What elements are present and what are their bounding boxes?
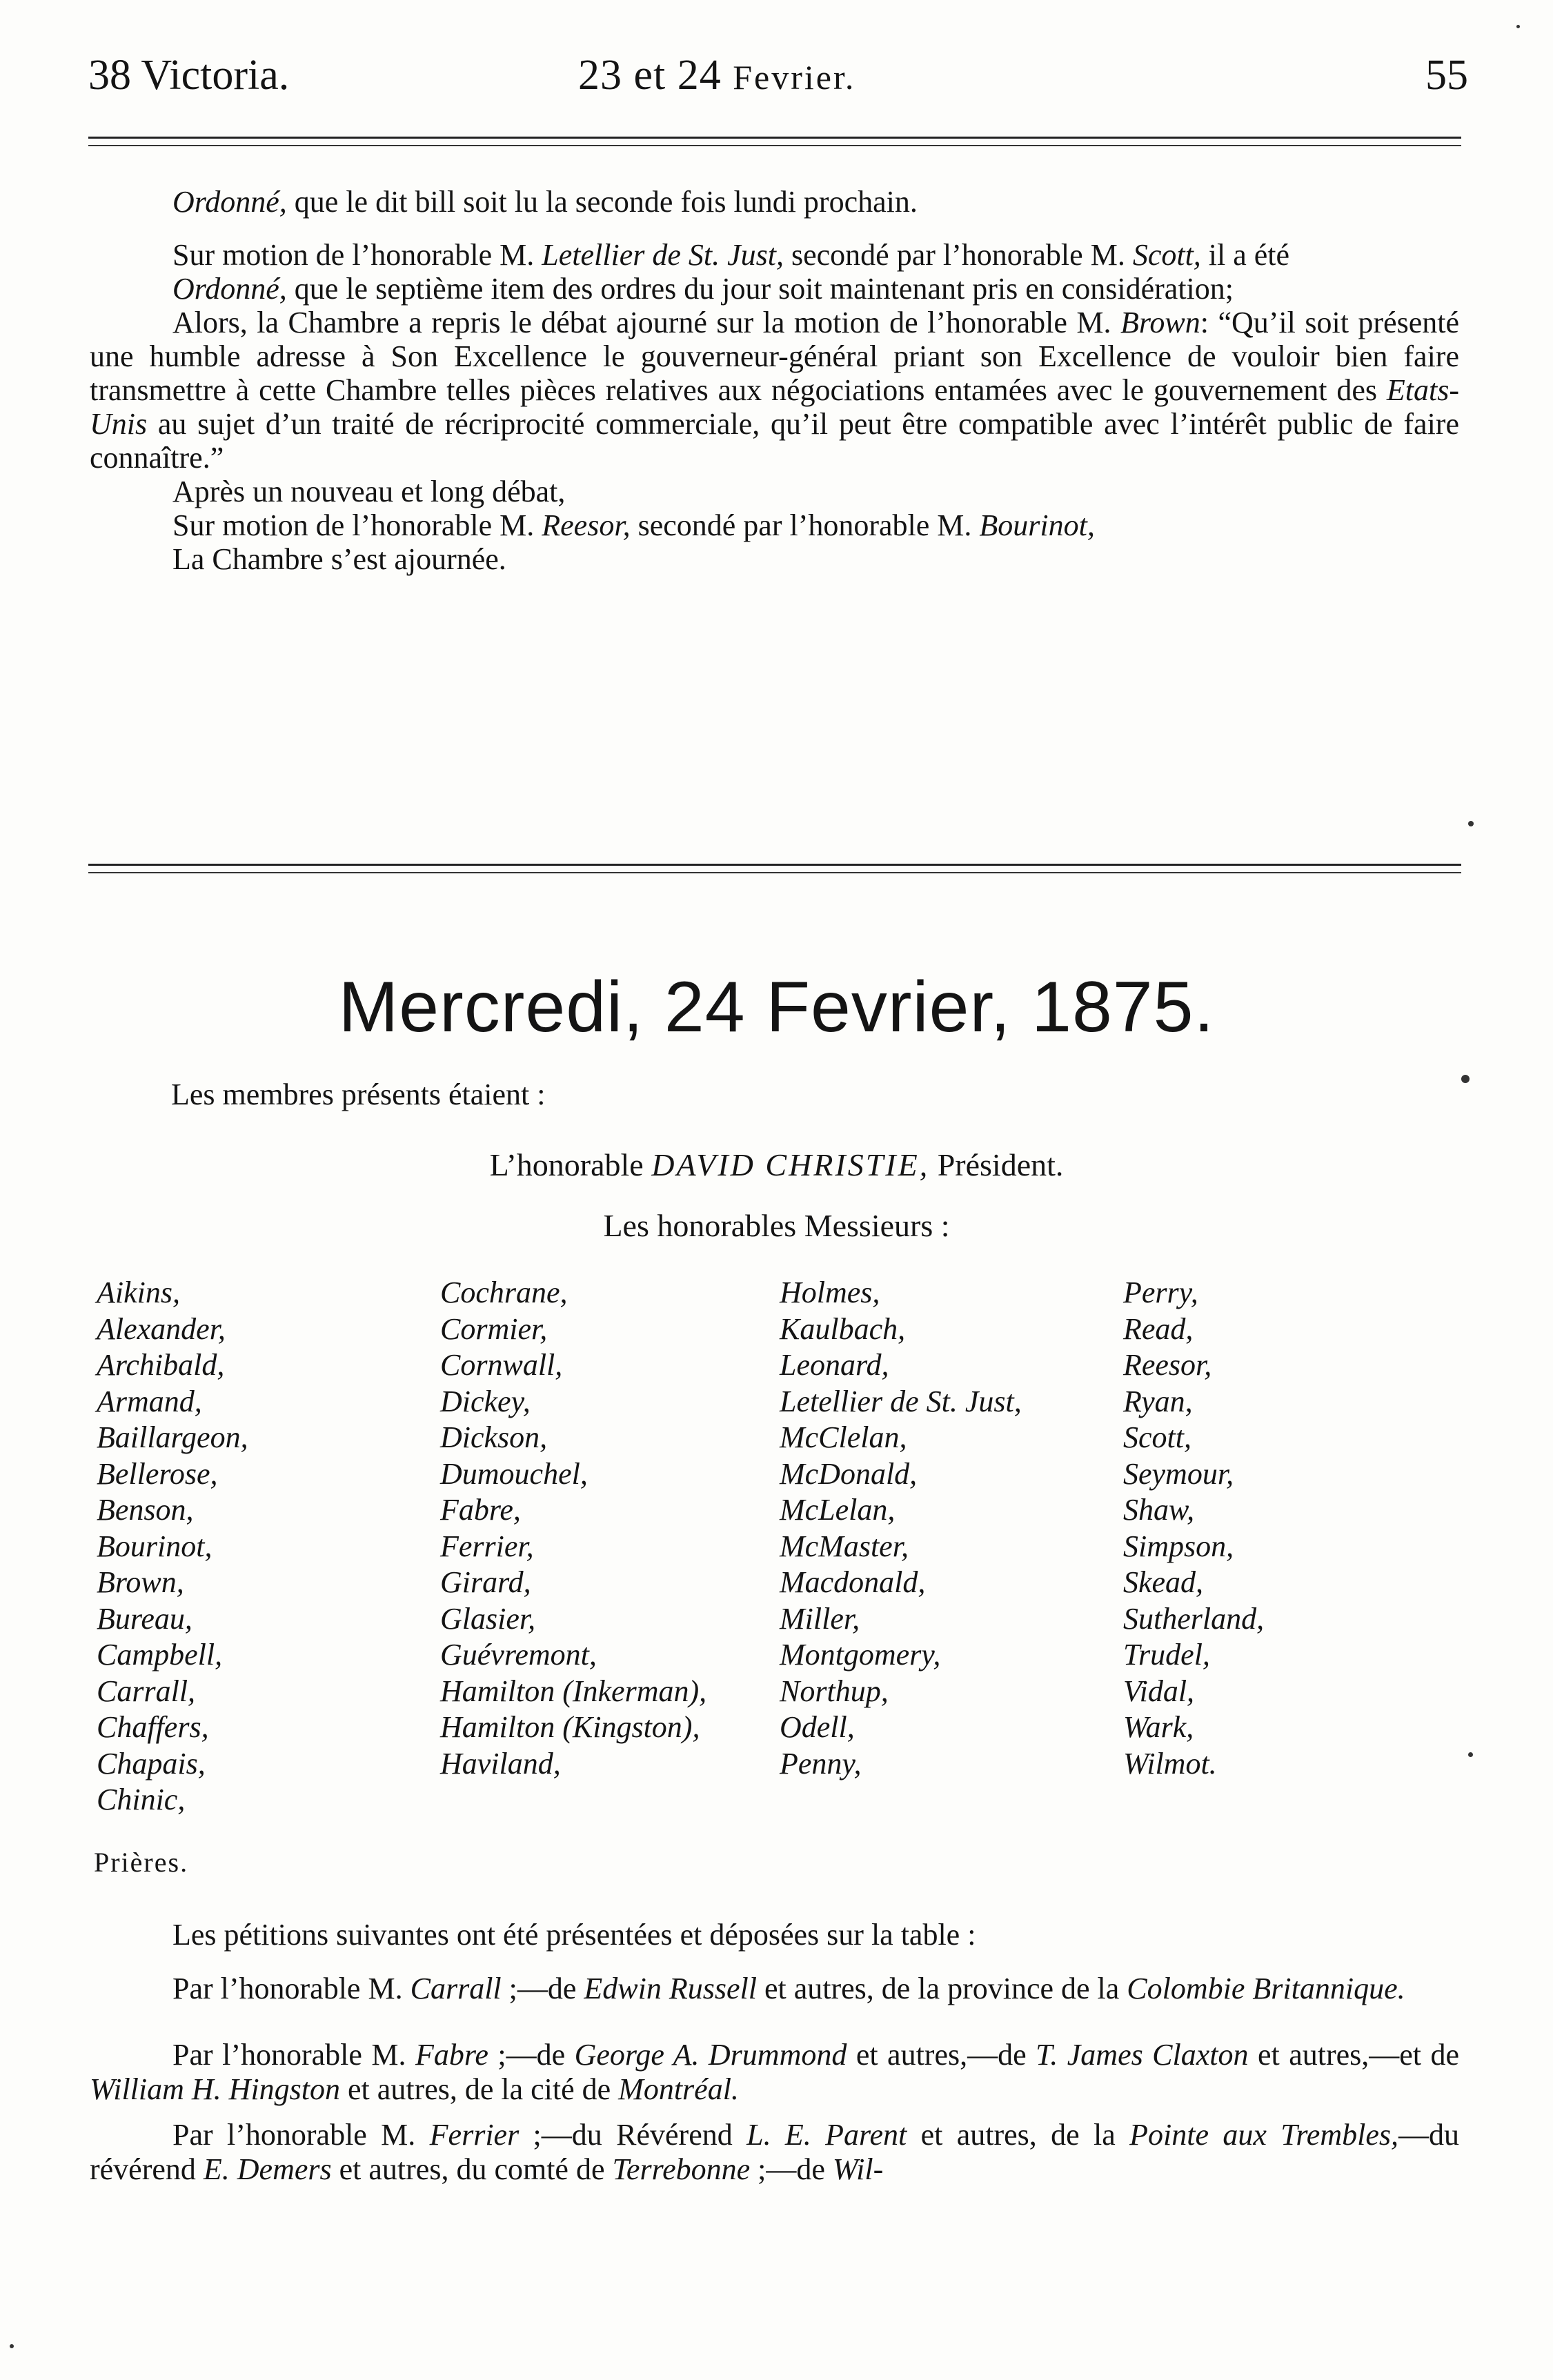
petition-text: ;—de [750, 2152, 833, 2186]
petitions-section [90, 1918, 1459, 2187]
petition-text: Par l’honorable M. [172, 1972, 410, 2005]
member-name: Bellerose, [97, 1456, 218, 1491]
header-dates-prefix: 23 et 24 [578, 52, 733, 99]
sitting-date-heading: Mercredi, 24 Fevrier, 1875. [338, 967, 1215, 1047]
member-name: McClelan, [780, 1420, 907, 1454]
member-name: Ferrier, [440, 1529, 534, 1563]
motion-text-c: il a été [1200, 238, 1290, 272]
ordonne-label: Ordonné, [172, 185, 287, 219]
members-column-2 [440, 1275, 706, 1782]
petitions-intro: Les pétitions suivantes ont été présentées et déposées sur la table : [172, 1918, 976, 1952]
member-name: Perry, [1123, 1276, 1198, 1309]
petition-text: ;—de [488, 2038, 575, 2072]
running-head [88, 44, 1468, 106]
previous-day-proceedings [90, 185, 1459, 576]
motion-text-b: secondé par l’honorable M. [783, 238, 1133, 272]
member-name: Girard, [440, 1565, 531, 1599]
member-name: Aikins, [97, 1276, 180, 1309]
petition-presenter: Ferrier [429, 2118, 520, 2152]
member-name: Armand, [97, 1384, 202, 1418]
member-name: Wilmot. [1123, 1746, 1217, 1781]
member-name: Simpson, [1123, 1529, 1234, 1563]
bourinot-name: Bourinot, [979, 508, 1095, 542]
petitioner-name: William H. Hingston [90, 2072, 341, 2106]
print-speck [1461, 1075, 1470, 1083]
print-speck [1468, 1752, 1473, 1757]
member-name: Read, [1123, 1311, 1194, 1346]
petition-place: Montréal. [618, 2072, 739, 2106]
print-speck [10, 2344, 14, 2348]
member-name: Chapais, [97, 1746, 206, 1781]
president-title: Président. [929, 1147, 1064, 1182]
member-name: Skead, [1123, 1565, 1204, 1599]
member-name: Haviland, [440, 1746, 561, 1781]
member-name: Cochrane, [440, 1276, 568, 1309]
petition-text: et autres,—et de [1248, 2038, 1459, 2072]
page-number: 55 [1425, 52, 1468, 99]
member-name: Montgomery, [780, 1638, 941, 1672]
member-name: Leonard, [780, 1348, 889, 1382]
adjourn-text-b: secondé par l’honorable M. [630, 508, 980, 542]
member-name: Carrall, [97, 1674, 196, 1708]
debate-text-c: au sujet d’un traité de récriprocité commerciale, qu’il peut être compatible avec l’intérêt public de faire connaître.” [90, 407, 1459, 475]
member-name: McLelan, [780, 1493, 896, 1527]
member-name: Odell, [780, 1710, 855, 1744]
president-prefix: L’honorable [489, 1147, 652, 1182]
member-name: Dickey, [440, 1384, 531, 1418]
petition-place: Pointe aux Trembles, [1129, 2118, 1398, 2152]
order-text: que le septième item des ordres du jour soit maintenant pris en considération; [286, 272, 1234, 306]
member-name: Fabre, [440, 1493, 521, 1527]
members-column-1 [97, 1275, 248, 1818]
debate-paragraph [90, 306, 1459, 475]
order-seventh-item [90, 272, 1459, 306]
members-list [97, 1275, 1463, 1841]
header-rule-top [88, 137, 1461, 139]
adjournment-line: La Chambre s’est ajournée. [172, 542, 506, 576]
petitioner-name: E. Demers [203, 2152, 332, 2186]
petition-text: et autres, de la province de la [756, 1972, 1127, 2005]
president-name: DAVID CHRISTIE, [651, 1147, 930, 1182]
seconder-name: Scott, [1132, 238, 1201, 272]
member-name: Holmes, [780, 1276, 880, 1309]
member-name: Vidal, [1123, 1674, 1195, 1708]
order-text: que le dit bill soit lu la seconde fois lundi prochain. [286, 185, 918, 219]
adjourn-motion [90, 508, 1459, 542]
member-name: Bureau, [97, 1601, 192, 1636]
ordonne-label: Ordonné, [172, 272, 287, 306]
header-session: 38 Victoria. [88, 52, 290, 99]
header-month: Fevrier. [733, 58, 856, 97]
petition-text: et autres,—de [847, 2038, 1036, 2072]
member-name: Campbell, [97, 1638, 223, 1672]
member-name: Wark, [1123, 1710, 1194, 1744]
member-name: Dumouchel, [440, 1456, 588, 1491]
member-name: Cormier, [440, 1311, 548, 1346]
member-name: Archibald, [97, 1348, 225, 1382]
member-name: Shaw, [1123, 1493, 1195, 1527]
adjourn-text-a: Sur motion de l’honorable M. [172, 508, 542, 542]
header-rule-bottom [88, 145, 1461, 146]
reesor-name: Reesor, [542, 508, 631, 542]
member-name: Hamilton (Kingston), [440, 1710, 700, 1744]
petitioner-name: L. E. Parent [746, 2118, 907, 2152]
member-name: Cornwall, [440, 1348, 563, 1382]
long-debate-line: Après un nouveau et long débat, [172, 475, 566, 508]
etats-unis: Etats-Unis [90, 373, 1459, 441]
petition-text: et autres, du comté de [331, 2152, 613, 2186]
order-second-reading [90, 185, 1459, 219]
petition-text: —du révérend [90, 2118, 1459, 2186]
member-name: Dickson, [440, 1420, 548, 1454]
member-name: Macdonald, [780, 1565, 926, 1599]
petition-text: ;—de [501, 1972, 584, 2005]
member-name: Northup, [780, 1674, 889, 1708]
section-rule-bottom [88, 872, 1461, 873]
member-name: Penny, [780, 1746, 862, 1781]
print-speck [1468, 821, 1474, 826]
member-name: Scott, [1123, 1420, 1191, 1454]
member-name: Baillargeon, [97, 1420, 248, 1454]
petitioner-name: Edwin Russell [584, 1972, 757, 2005]
petition-text: Par l’honorable M. [172, 2038, 415, 2072]
petition-presenter: Carrall [410, 1972, 502, 2005]
petition-item [90, 2118, 1459, 2187]
petition-place: Colombie Britannique. [1127, 1972, 1405, 2005]
members-column-4 [1123, 1275, 1264, 1782]
member-name: Bourinot, [97, 1529, 212, 1563]
member-name: Chaffers, [97, 1710, 209, 1744]
petition-text: ;—du Révérend [519, 2118, 747, 2152]
petition-text: et autres, de la [907, 2118, 1130, 2152]
mover-name: Letellier de St. Just, [542, 238, 784, 272]
petition-presenter: Fabre [415, 2038, 488, 2072]
print-speck [1516, 25, 1520, 28]
motion-text-a: Sur motion de l’honorable M. [172, 238, 542, 272]
member-name: Alexander, [97, 1311, 226, 1346]
motion-paragraph [90, 238, 1459, 272]
president-line [0, 1147, 1553, 1184]
member-name: Reesor, [1123, 1348, 1212, 1382]
petitioner-name: George A. Drummond [574, 2038, 847, 2072]
petitioner-name: Wil- [832, 2152, 884, 2186]
member-name: McDonald, [780, 1456, 918, 1491]
honorables-heading: Les honorables Messieurs : [603, 1208, 950, 1243]
member-name: Glasier, [440, 1601, 536, 1636]
prayers-heading: Prières. [94, 1847, 189, 1878]
member-name: Ryan, [1123, 1384, 1193, 1418]
petition-item [90, 1972, 1459, 2006]
member-name: Seymour, [1123, 1456, 1234, 1491]
member-name: Benson, [97, 1493, 194, 1527]
brown-name: Brown [1120, 306, 1200, 339]
member-name: Guévremont, [440, 1638, 597, 1672]
member-name: Miller, [780, 1601, 860, 1636]
section-rule-top [88, 864, 1461, 866]
debate-text-a: Alors, la Chambre a repris le débat ajourné sur la motion de l’honorable M. [172, 306, 1121, 339]
member-name: Chinic, [97, 1783, 186, 1816]
header-dates [578, 44, 855, 108]
petitioner-name: T. James Claxton [1036, 2038, 1249, 2072]
members-intro: Les membres présents étaient : [171, 1078, 546, 1111]
petition-text: Par l’honorable M. [172, 2118, 430, 2152]
member-name: Kaulbach, [780, 1311, 906, 1346]
member-name: McMaster, [780, 1529, 909, 1563]
member-name: Letellier de St. Just, [780, 1384, 1022, 1418]
member-name: Hamilton (Inkerman), [440, 1674, 707, 1708]
member-name: Trudel, [1123, 1638, 1210, 1672]
member-name: Brown, [97, 1565, 184, 1599]
petition-item [90, 2038, 1459, 2107]
debate-text-b: : “Qu’il soit présenté une humble adresse à Son Excellence le gouverneur-général priant son Excellence de vouloir bien faire transmettre à cette Chambre telles pièces relatives aux négociations entamées avec le gouvernement des [90, 306, 1459, 407]
petition-place: Terrebonne [612, 2152, 751, 2186]
members-column-3 [780, 1275, 1022, 1782]
member-name: Sutherland, [1123, 1601, 1265, 1636]
petition-text: et autres, de la cité de [340, 2072, 619, 2106]
